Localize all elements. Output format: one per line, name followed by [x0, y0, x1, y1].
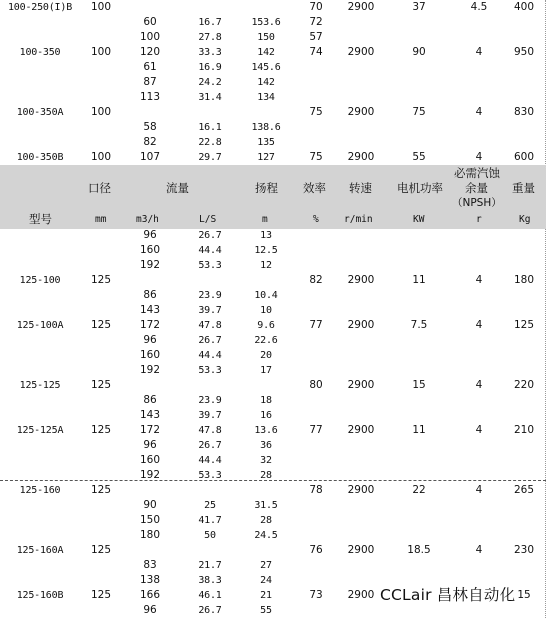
- cell-npsh: 4: [475, 424, 483, 436]
- cell-kg: 950: [513, 46, 535, 58]
- cell-rpm: 2900: [347, 379, 375, 391]
- cell-l: 27.8: [198, 32, 222, 43]
- cell-l: 38.3: [198, 575, 222, 586]
- cell-q: 138: [139, 574, 161, 586]
- unit-rmin: r/min: [344, 214, 373, 225]
- cell-rpm: 2900: [347, 46, 375, 58]
- cell-eff: 77: [309, 319, 323, 331]
- cell-l: 22.8: [198, 137, 222, 148]
- cell-rpm: 2900: [347, 544, 375, 556]
- cell-dia: 100: [90, 106, 112, 118]
- cell-rpm: 2900: [347, 274, 375, 286]
- cell-h: 20: [260, 350, 272, 361]
- cell-rpm: 2900: [347, 484, 375, 496]
- cell-h: 134: [257, 92, 275, 103]
- cell-dia: 125: [90, 319, 112, 331]
- cell-h: 28: [260, 515, 272, 526]
- cell-eff: 73: [309, 589, 323, 601]
- cell-kg: 125: [513, 319, 535, 331]
- cell-q: 192: [139, 364, 161, 376]
- cell-npsh: 4: [475, 274, 483, 286]
- cell-l: 44.4: [198, 245, 222, 256]
- cell-model: 125-160B: [16, 590, 64, 601]
- cell-kg: 830: [513, 106, 535, 118]
- cell-h: 127: [257, 152, 275, 163]
- cell-h: 135: [257, 137, 275, 148]
- cell-kg: 265: [513, 484, 535, 496]
- cell-h: 12.5: [254, 245, 278, 256]
- unit-kw: KW: [413, 214, 425, 225]
- cell-npsh: 4: [475, 484, 483, 496]
- cell-l: 26.7: [198, 440, 222, 451]
- cell-dia: 125: [90, 379, 112, 391]
- cell-rpm: 2900: [347, 1, 375, 13]
- cell-dia: 125: [90, 424, 112, 436]
- cell-model: 100-350: [19, 47, 61, 58]
- cell-h: 28: [260, 470, 272, 481]
- cell-h: 10.4: [254, 290, 278, 301]
- cell-h: 24: [260, 575, 272, 586]
- cell-h: 27: [260, 560, 272, 571]
- cell-model: 125-100: [19, 275, 61, 286]
- cell-model: 125-125: [19, 380, 61, 391]
- cell-q: 96: [143, 439, 157, 451]
- unit-mm: mm: [95, 214, 107, 225]
- cell-model: 100-350B: [16, 152, 64, 163]
- cell-h: 16: [260, 410, 272, 421]
- cell-h: 9.6: [257, 320, 275, 331]
- cell-h: 21: [260, 590, 272, 601]
- watermark-text: CCLair 昌林自动化: [380, 586, 516, 604]
- cell-eff: 82: [309, 274, 323, 286]
- cell-kw: 55: [412, 151, 426, 163]
- cell-q: 143: [139, 304, 161, 316]
- cell-kw: 90: [412, 46, 426, 58]
- cell-model: 125-100A: [16, 320, 64, 331]
- unit-kg: Kg: [519, 214, 531, 225]
- cell-eff: 75: [309, 106, 323, 118]
- cell-l: 16.1: [198, 122, 222, 133]
- cell-npsh: 4: [475, 46, 483, 58]
- cell-q: 192: [139, 469, 161, 481]
- cell-kg: 180: [513, 274, 535, 286]
- cell-q: 61: [143, 61, 157, 73]
- cell-kg: 15: [517, 589, 531, 601]
- header-head: 扬程: [255, 181, 278, 195]
- cell-l: 23.9: [198, 290, 222, 301]
- unit-ls: L/S: [199, 214, 217, 225]
- cell-q: 166: [139, 589, 161, 601]
- cell-q: 150: [139, 514, 161, 526]
- cell-l: 53.3: [198, 260, 222, 271]
- cell-q: 143: [139, 409, 161, 421]
- cell-l: 47.8: [198, 425, 222, 436]
- cell-h: 12: [260, 260, 272, 271]
- cell-h: 150: [257, 32, 275, 43]
- cell-q: 96: [143, 229, 157, 241]
- cell-npsh: 4: [475, 544, 483, 556]
- cell-eff: 70: [309, 1, 323, 13]
- cell-h: 138.6: [251, 122, 281, 133]
- cell-q: 160: [139, 454, 161, 466]
- cell-l: 33.3: [198, 47, 222, 58]
- cell-l: 21.7: [198, 560, 222, 571]
- cell-q: 107: [139, 151, 161, 163]
- cell-q: 180: [139, 529, 161, 541]
- cell-l: 46.1: [198, 590, 222, 601]
- cell-q: 160: [139, 349, 161, 361]
- cell-eff: 72: [309, 16, 323, 28]
- row-separator-dashed: [0, 480, 546, 481]
- cell-npsh: 4.5: [470, 1, 488, 13]
- cell-q: 96: [143, 604, 157, 616]
- cell-eff: 74: [309, 46, 323, 58]
- cell-l: 16.9: [198, 62, 222, 73]
- cell-l: 26.7: [198, 230, 222, 241]
- cell-kw: 15: [412, 379, 426, 391]
- cell-l: 39.7: [198, 410, 222, 421]
- cell-q: 172: [139, 319, 161, 331]
- cell-dia: 125: [90, 484, 112, 496]
- cell-l: 29.7: [198, 152, 222, 163]
- cell-l: 41.7: [198, 515, 222, 526]
- cell-h: 31.5: [254, 500, 278, 511]
- cell-kw: 37: [412, 1, 426, 13]
- header-model: 型号: [29, 212, 52, 226]
- cell-q: 86: [143, 289, 157, 301]
- cell-h: 17: [260, 365, 272, 376]
- cell-npsh: 4: [475, 379, 483, 391]
- unit-percent: %: [313, 214, 319, 225]
- cell-rpm: 2900: [347, 319, 375, 331]
- header-npsh-line2: 余量: [465, 181, 488, 195]
- cell-h: 22.6: [254, 335, 278, 346]
- cell-h: 18: [260, 395, 272, 406]
- cell-l: 26.7: [198, 335, 222, 346]
- cell-dia: 125: [90, 589, 112, 601]
- cell-eff: 75: [309, 151, 323, 163]
- cell-l: 44.4: [198, 350, 222, 361]
- cell-q: 83: [143, 559, 157, 571]
- cell-kw: 7.5: [410, 319, 428, 331]
- cell-l: 24.2: [198, 77, 222, 88]
- cell-q: 172: [139, 424, 161, 436]
- cell-rpm: 2900: [347, 424, 375, 436]
- cell-l: 47.8: [198, 320, 222, 331]
- cell-kw: 11: [412, 424, 426, 436]
- cell-l: 31.4: [198, 92, 222, 103]
- cell-q: 192: [139, 259, 161, 271]
- cell-eff: 76: [309, 544, 323, 556]
- cell-model: 100-250(I)B: [7, 2, 73, 13]
- cell-q: 90: [143, 499, 157, 511]
- cell-dia: 100: [90, 151, 112, 163]
- header-speed: 转速: [349, 181, 372, 195]
- cell-dia: 125: [90, 274, 112, 286]
- cell-kw: 75: [412, 106, 426, 118]
- unit-m3h: m3/h: [136, 214, 159, 225]
- header-npsh-line3: （NPSH）: [452, 197, 502, 209]
- header-motor-power: 电机功率: [397, 181, 443, 195]
- cell-h: 13: [260, 230, 272, 241]
- cell-model: 100-350A: [16, 107, 64, 118]
- cell-eff: 78: [309, 484, 323, 496]
- cell-h: 13.6: [254, 425, 278, 436]
- unit-r: r: [476, 214, 482, 225]
- cell-h: 24.5: [254, 530, 278, 541]
- cell-kg: 230: [513, 544, 535, 556]
- cell-q: 82: [143, 136, 157, 148]
- cell-h: 153.6: [251, 17, 281, 28]
- cell-rpm: 2900: [347, 589, 375, 601]
- cell-h: 32: [260, 455, 272, 466]
- cell-l: 53.3: [198, 470, 222, 481]
- cell-kw: 22: [412, 484, 426, 496]
- cell-l: 53.3: [198, 365, 222, 376]
- cell-l: 26.7: [198, 605, 222, 616]
- cell-q: 100: [139, 31, 161, 43]
- cell-kg: 600: [513, 151, 535, 163]
- cell-l: 16.7: [198, 17, 222, 28]
- cell-rpm: 2900: [347, 106, 375, 118]
- cell-npsh: 4: [475, 151, 483, 163]
- cell-l: 25: [204, 500, 216, 511]
- cell-kg: 400: [513, 1, 535, 13]
- cell-h: 36: [260, 440, 272, 451]
- cell-l: 39.7: [198, 305, 222, 316]
- cell-h: 145.6: [251, 62, 281, 73]
- header-flow: 流量: [166, 181, 189, 195]
- cell-kw: 11: [412, 274, 426, 286]
- cell-l: 23.9: [198, 395, 222, 406]
- cell-h: 142: [257, 77, 275, 88]
- cell-q: 160: [139, 244, 161, 256]
- header-weight: 重量: [512, 181, 535, 195]
- cell-eff: 77: [309, 424, 323, 436]
- cell-q: 58: [143, 121, 157, 133]
- cell-h: 10: [260, 305, 272, 316]
- cell-h: 55: [260, 605, 272, 616]
- cell-dia: 100: [90, 46, 112, 58]
- cell-model: 125-160A: [16, 545, 64, 556]
- cell-l: 44.4: [198, 455, 222, 466]
- header-efficiency: 效率: [303, 181, 326, 195]
- cell-q: 86: [143, 394, 157, 406]
- cell-dia: 125: [90, 544, 112, 556]
- cell-kg: 220: [513, 379, 535, 391]
- cell-q: 113: [139, 91, 161, 103]
- cell-q: 96: [143, 334, 157, 346]
- cell-h: 142: [257, 47, 275, 58]
- header-diameter: 口径: [88, 181, 111, 195]
- unit-m: m: [262, 214, 268, 225]
- cell-q: 120: [139, 46, 161, 58]
- cell-rpm: 2900: [347, 151, 375, 163]
- cell-eff: 57: [309, 31, 323, 43]
- cell-dia: 100: [90, 1, 112, 13]
- cell-q: 87: [143, 76, 157, 88]
- cell-l: 50: [204, 530, 216, 541]
- cell-kg: 210: [513, 424, 535, 436]
- table-header: [0, 165, 546, 229]
- cell-npsh: 4: [475, 319, 483, 331]
- cell-eff: 80: [309, 379, 323, 391]
- cell-kw: 18.5: [407, 544, 431, 556]
- cell-q: 60: [143, 16, 157, 28]
- cell-model: 125-125A: [16, 425, 64, 436]
- cell-npsh: 4: [475, 106, 483, 118]
- header-npsh-line1: 必需汽蚀: [454, 166, 500, 180]
- cell-model: 125-160: [19, 485, 61, 496]
